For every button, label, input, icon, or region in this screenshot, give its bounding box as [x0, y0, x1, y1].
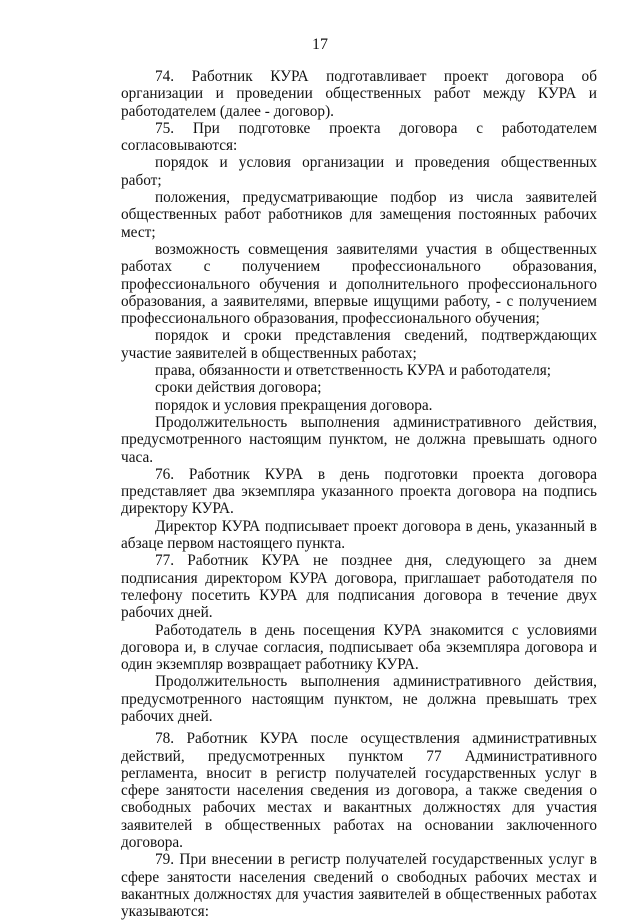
document-body — [121, 68, 597, 921]
list-item-reporting: порядок и сроки представления сведений, подтверждающих участие заявителей в общественных работах; — [121, 327, 597, 362]
list-item-education: возможность совмещения заявителями участия в общественных работах с получением профессионального образования, профессионального обучения и дополнительного профессионального образования, а заявителями, впервые ищущими работу, - с получением профессионального образования, профессионального обучения; — [121, 240, 597, 328]
paragraph-79: 79. При внесении в регистр получателей государственных услуг в сфере занятости населения сведений о свободных рабочих местах и вакантных должностях для участия заявителей в общественных работах указываются: — [121, 851, 597, 921]
duration-note-75: Продолжительность выполнения административного действия, предусмотренного настоящим пунктом, не должна превышать одного часа. — [121, 413, 597, 466]
page-number: 17 — [312, 36, 328, 53]
paragraph-74: 74. Работник КУРА подготавливает проект договора об организации и проведении общественных работ между КУРА и работодателем (далее - договор). — [121, 68, 597, 120]
list-item-rights: права, обязанности и ответственность КУРА и работодателя; — [155, 362, 551, 380]
paragraph-77: 77. Работник КУРА не позднее дня, следующего за днем подписания директором КУРА договора, приглашает работодателя по телефону посетить КУРА для подписания договора в течение двух рабочих дней. — [121, 552, 597, 622]
paragraph-76-director: Директор КУРА подписывает проект договора в день, указанный в абзаце первом настоящего пункта. — [121, 517, 597, 553]
paragraph-77-employer: Работодатель в день посещения КУРА знакомится с условиями договора и, в случае согласия, подписывает оба экземпляра договора и один экземпляр возвращает работнику КУРА. — [121, 621, 597, 674]
list-item-selection: положения, предусматривающие подбор из числа заявителей общественных работ работников для замещения постоянных рабочих мест; — [121, 189, 597, 241]
paragraph-75: 75. При подготовке проекта договора с работодателем согласовываются: — [121, 119, 597, 155]
paragraph-78: 78. Работник КУРА после осуществления административных действий, предусмотренных пунктом 77 Административного регламента, вносит в регистр получателей государственных услуг в сфере занятости населения сведения из договора, а также сведения о свободных рабочих местах и вакантных должностях для участия заявителей в общественных работах на основании заключенного договора. — [121, 730, 597, 852]
duration-note-77: Продолжительность выполнения административного действия, предусмотренного настоящим пунктом, не должна превышать трех рабочих дней. — [121, 673, 597, 725]
list-item-term: сроки действия договора; — [155, 379, 322, 397]
paragraph-76: 76. Работник КУРА в день подготовки проекта договора представляет два экземпляра указанного проекта договора на подпись директору КУРА. — [121, 465, 597, 518]
list-item-termination: порядок и условия прекращения договора. — [155, 396, 433, 414]
list-item-conditions: порядок и условия организации и проведения общественных работ; — [121, 154, 597, 189]
